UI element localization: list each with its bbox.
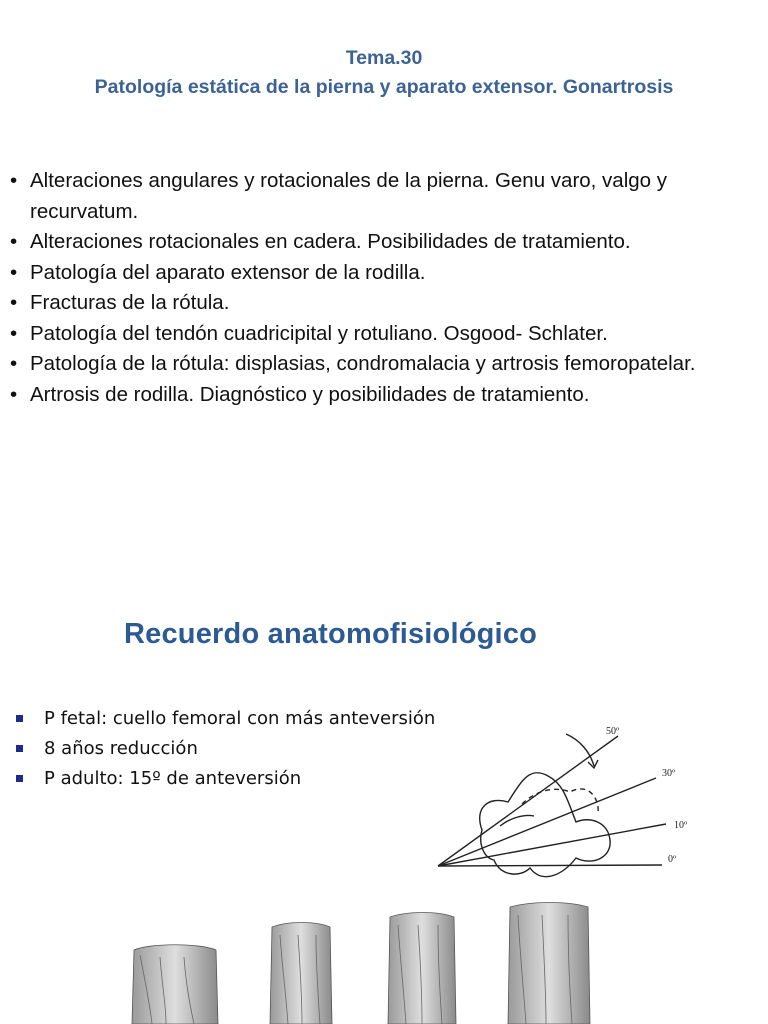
angle-label-10: 10º — [674, 820, 688, 831]
square-bullet-icon — [16, 775, 23, 782]
topic-item: • Alteraciones rotacionales en cadera. Posibilidades de tratamiento. — [10, 227, 762, 258]
leg-pair-adult — [508, 903, 590, 1024]
slide-title-line-1: Tema.30 — [345, 47, 423, 69]
legs-illustration — [120, 895, 600, 1024]
angle-line-10 — [438, 824, 666, 866]
topic-item: • Patología del tendón cuadricipital y rotuliano. Osgood- Schlater. — [10, 319, 762, 350]
anteversion-item-text: P adulto: 15º de anteversión — [44, 768, 302, 789]
leg-pair-infant — [132, 945, 218, 1024]
section-title: Recuerdo anatomofisiológico — [124, 618, 538, 650]
leg-pair-child — [270, 923, 332, 1024]
anteversion-item — [14, 734, 435, 764]
slide-title — [0, 44, 768, 102]
topic-list — [10, 166, 762, 410]
angle-line-50 — [438, 736, 618, 866]
femur-outline-rotated — [522, 789, 598, 814]
angle-label-30: 30º — [662, 768, 676, 779]
topic-item: • Alteraciones angulares y rotacionales de la pierna. Genu varo, valgo y recurvatum. — [10, 166, 762, 227]
slide-title-line-2: Patología estática de la pierna y aparato extensor. Gonartrosis — [94, 76, 674, 98]
anteversion-item — [14, 704, 435, 734]
topic-item: • Artrosis de rodilla. Diagnóstico y posibilidades de tratamiento. — [10, 380, 762, 411]
rotation-arrow — [566, 734, 594, 766]
angle-label-50: 50º — [606, 726, 620, 737]
topic-item: • Patología de la rótula: displasias, condromalacia y artrosis femoropatelar. — [10, 349, 762, 380]
anteversion-item-text: P fetal: cuello femoral con más anteversión — [44, 708, 436, 729]
anteversion-item-text: 8 años reducción — [44, 738, 198, 759]
square-bullet-icon — [16, 745, 23, 752]
square-bullet-icon — [16, 715, 23, 722]
angle-label-0: 0º — [668, 854, 677, 865]
topic-item: • Patología del aparato extensor de la rodilla. — [10, 258, 762, 289]
femoral-anteversion-diagram — [430, 718, 700, 898]
topic-item: • Fracturas de la rótula. — [10, 288, 762, 319]
angle-line-0 — [438, 865, 662, 866]
anteversion-list — [14, 704, 435, 794]
anteversion-item — [14, 764, 435, 794]
angle-line-30 — [438, 778, 656, 866]
leg-pair-adolescent — [388, 913, 456, 1024]
